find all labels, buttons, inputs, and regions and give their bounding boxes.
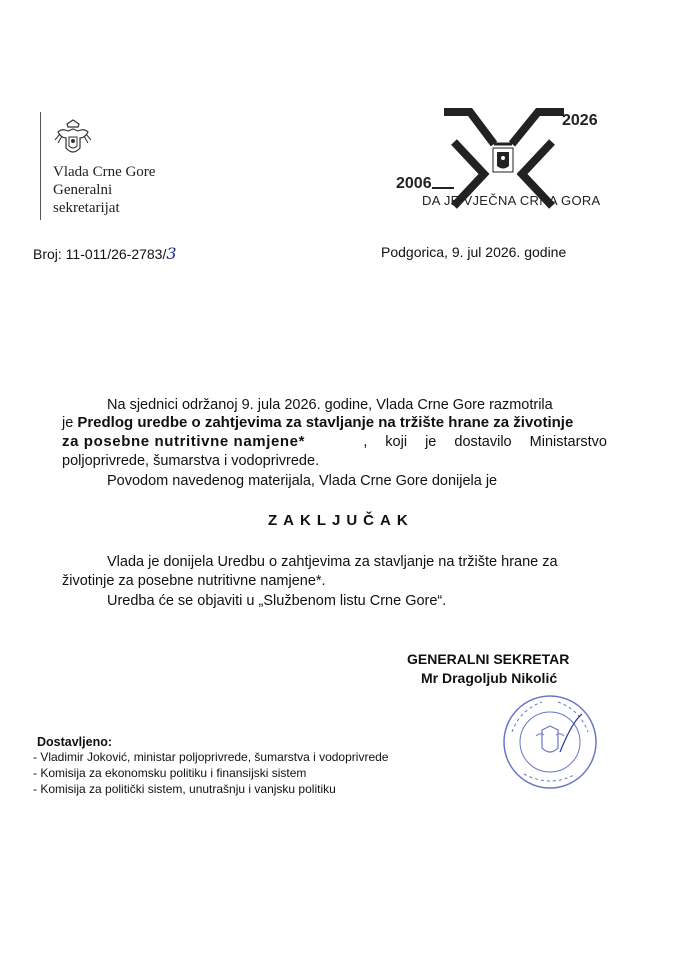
reference-number-text: Broj: 11-011/26-2783/ <box>33 246 167 262</box>
proposal-title-cont: za posebne nutritivne namjene* <box>62 433 306 450</box>
anniversary-year-start: 2006 <box>396 175 432 192</box>
body-paragraph-line: poljoprivrede, šumarstva i vodoprivrede. <box>62 453 320 469</box>
body-paragraph-line: Uredba će se objaviti u „Službenom listu Crne Gore“. <box>107 593 447 609</box>
distribution-label: Dostavljeno: <box>37 735 113 749</box>
distribution-item: - Komisija za ekonomsku politiku i finansijski sistem <box>33 766 307 780</box>
org-unit-line: sekretarijat <box>53 200 120 216</box>
anniversary-year-end: 2026 <box>562 112 598 129</box>
signatory-title: GENERALNI SEKRETAR <box>407 651 570 667</box>
handwritten-suffix: 3 <box>166 244 177 263</box>
proposal-title: Predlog uredbe o zahtjevima za stavljanje na tržište hrane za životinje <box>77 414 574 431</box>
distribution-item: - Komisija za politički sistem, unutrašnju i vanjsku politiku <box>33 782 336 796</box>
body-paragraph-line: Povodom navedenog materijala, Vlada Crne Gore donijela je <box>107 473 498 489</box>
body-paragraph-line <box>62 433 607 451</box>
body-paragraph-line: životinje za posebne nutritivne namjene*. <box>62 573 326 589</box>
official-stamp <box>500 692 600 792</box>
body-paragraph-line: Na sjednici održanoj 9. jula 2026. godine, Vlada Crne Gore razmotrila <box>107 397 553 413</box>
anniversary-motto: DA JE VJEČNA CRNA GORA <box>422 193 601 208</box>
coat-of-arms-icon <box>52 118 94 160</box>
body-text: , koji je dostavilo Ministarstvo <box>363 434 607 450</box>
org-unit-line: Generalni <box>53 182 113 198</box>
conclusion-heading: ZAKLJUČAK <box>268 512 414 529</box>
distribution-item: - Vladimir Joković, ministar poljoprivrede, šumarstva i vodoprivrede <box>33 750 389 764</box>
reference-number <box>33 244 177 263</box>
place-date: Podgorica, 9. jul 2026. godine <box>381 244 567 260</box>
body-paragraph-line <box>62 414 573 432</box>
letterhead-divider <box>40 112 41 220</box>
org-name-line: Vlada Crne Gore <box>53 164 156 180</box>
body-text: je <box>62 415 78 431</box>
signatory-name: Mr Dragoljub Nikolić <box>421 670 558 686</box>
body-paragraph-line: Vlada je donijela Uredbu o zahtjevima za stavljanje na tržište hrane za <box>107 554 558 570</box>
